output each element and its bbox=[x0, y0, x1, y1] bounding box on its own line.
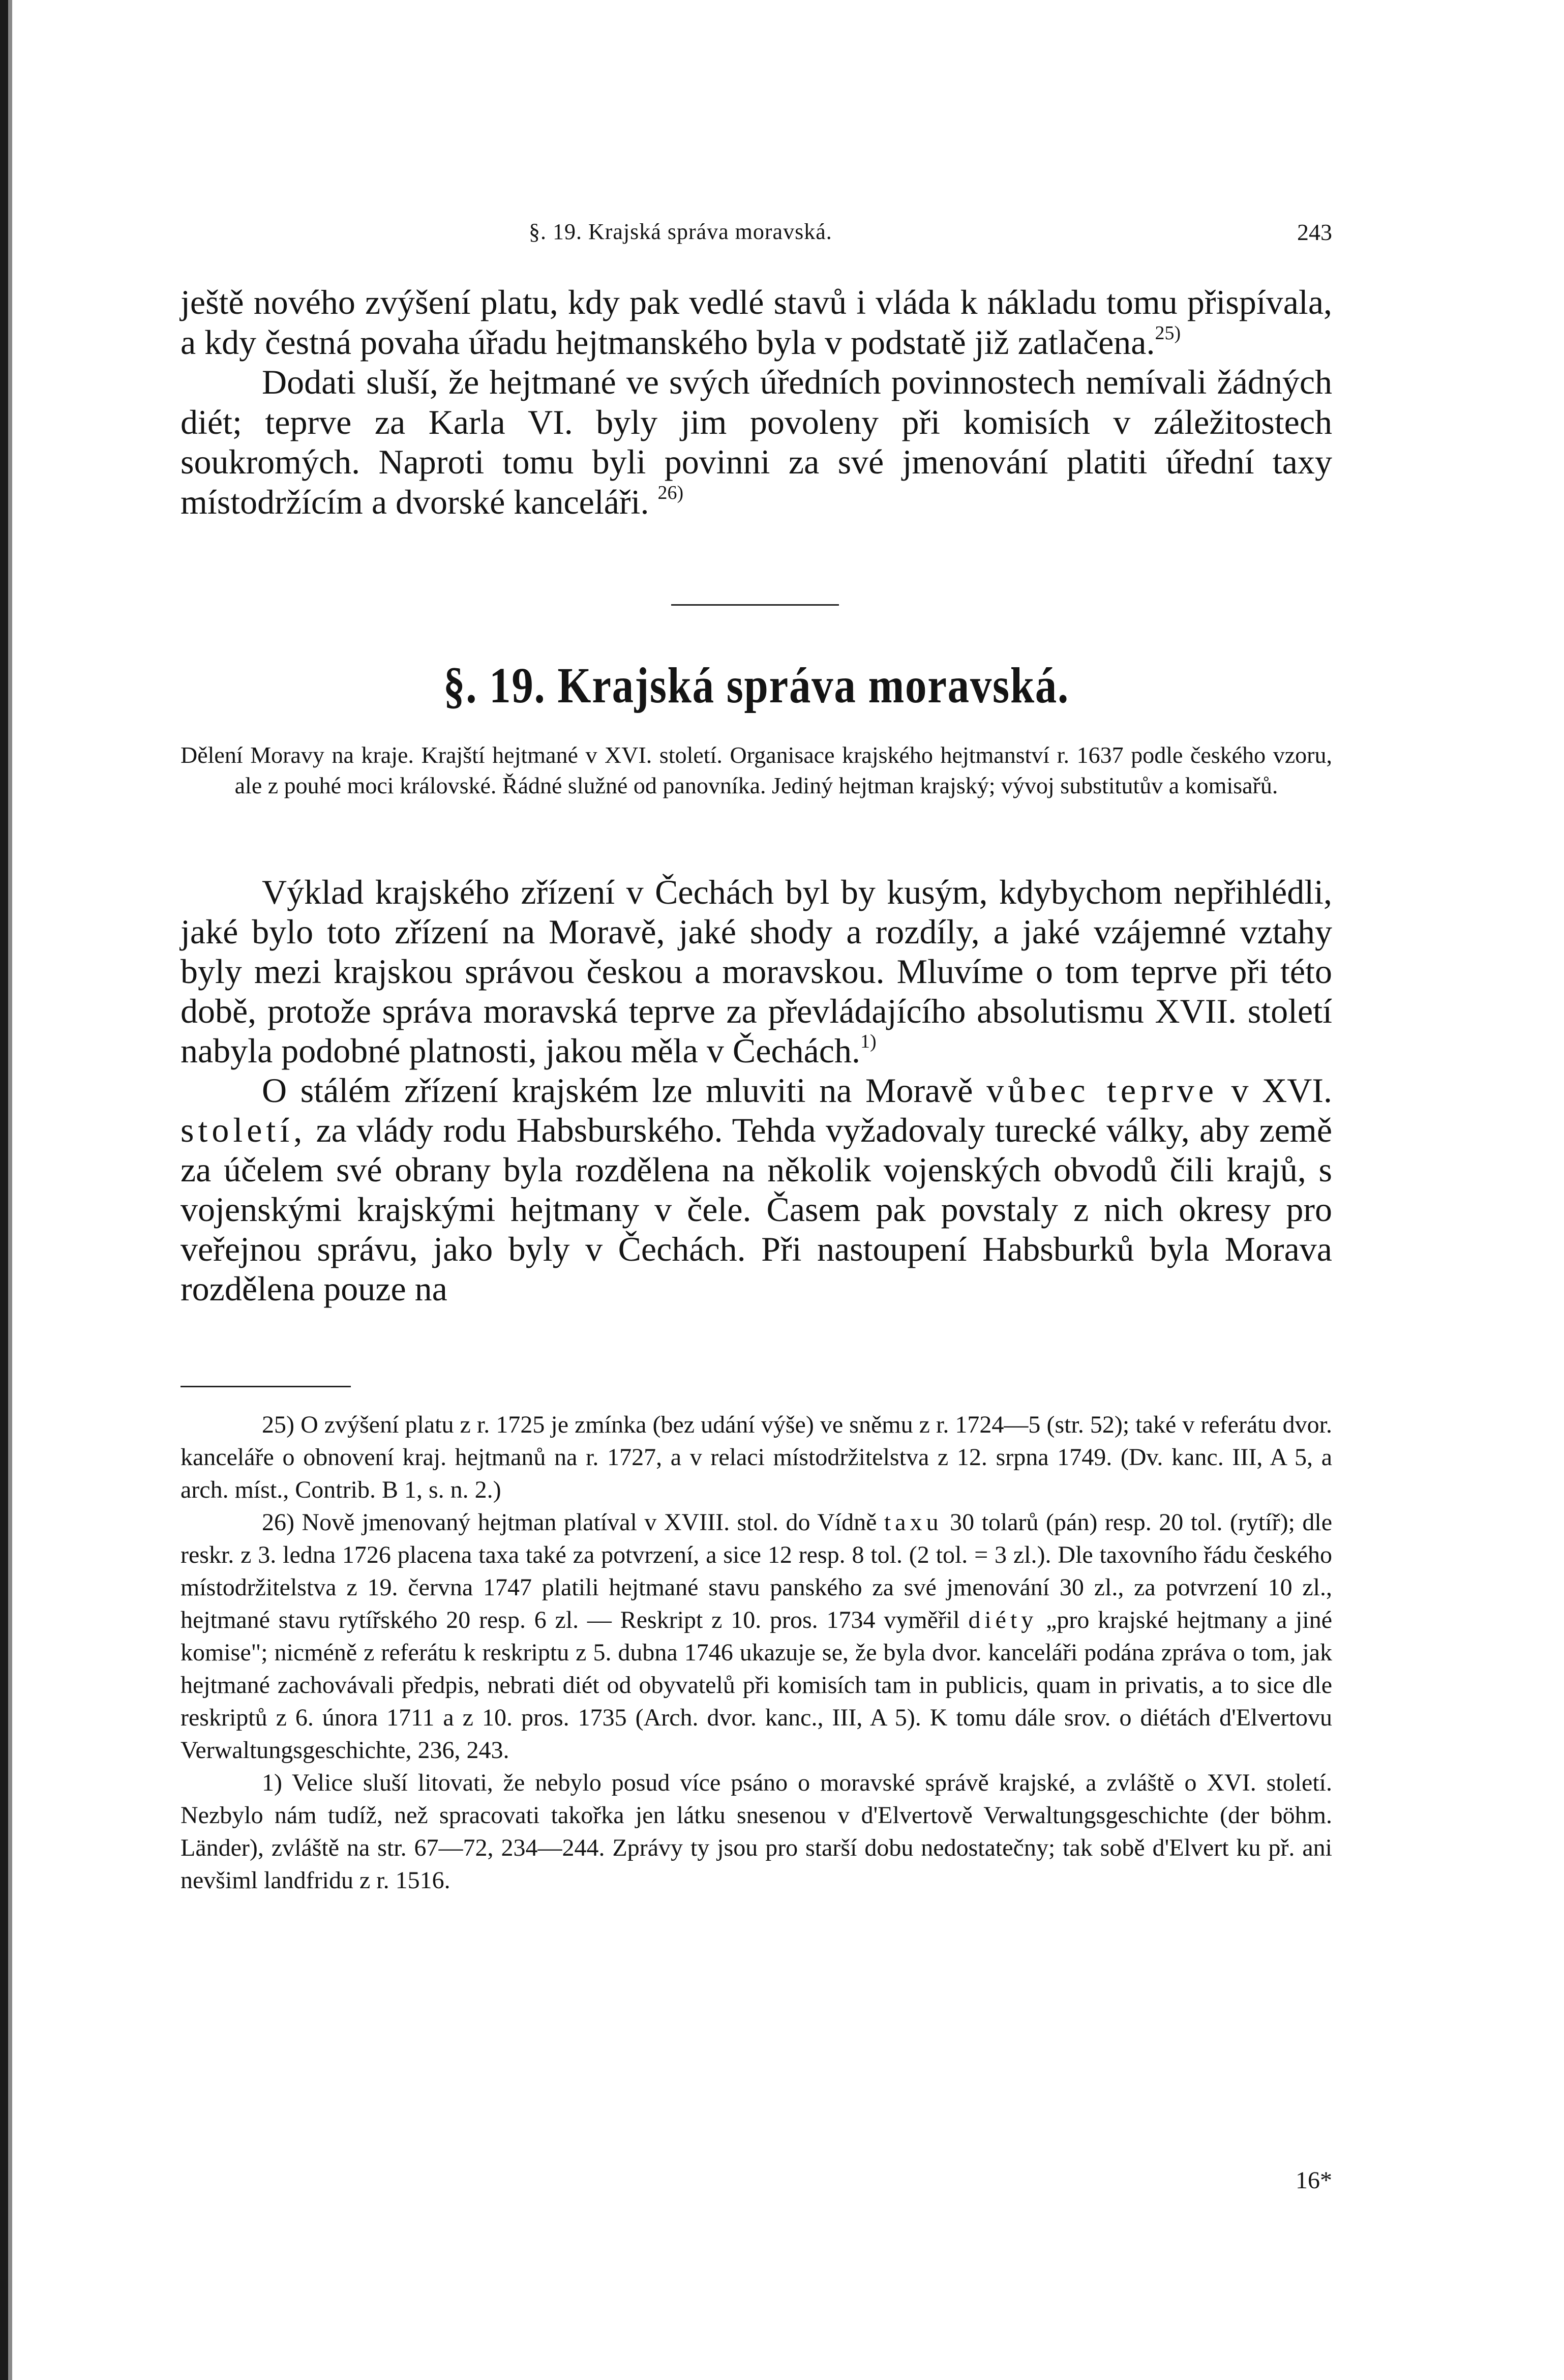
scan-binding-edge bbox=[0, 0, 8, 2380]
page-number: 243 bbox=[1297, 219, 1332, 245]
section-heading: §. 19. Krajská správa moravská. bbox=[443, 657, 1069, 713]
page-header bbox=[173, 219, 1332, 254]
body-text bbox=[181, 872, 1332, 1308]
signature-mark: 16* bbox=[1296, 2167, 1332, 2194]
intro-text bbox=[181, 282, 1332, 522]
section-summary: Dělení Moravy na kraje. Krajští hejtmané v XVI. století. Organisace krajského hejtmanství r. 1637 podle českého vzoru, ale z pouhé moci královské. Řádné služné od panovníka. Jediný hejtman krajský; vývoj substitutův a komisařů. bbox=[181, 742, 1332, 798]
emphasis-spaced: století, bbox=[181, 1111, 307, 1149]
footnote-ref-25: 25) bbox=[1155, 322, 1181, 344]
intro-paragraph-1: ještě nového zvýšení platu, kdy pak vedlé stavů i vláda k nákladu tomu přispívala, a kdy čestná povaha úřadu hejtmanského byla v podstatě již zatlačena.$^{25)}$ bbox=[181, 283, 1332, 362]
footnote-marker: 1) bbox=[262, 1769, 282, 1796]
footnote-ref-26: 26) bbox=[657, 482, 684, 503]
footnote-marker: 26) bbox=[262, 1509, 294, 1536]
scan-binding-shadow bbox=[8, 0, 12, 2380]
section-divider bbox=[671, 604, 839, 606]
emphasis-spaced: diéty bbox=[968, 1606, 1038, 1633]
footnote-1: 1) Velice sluší litovati, že nebylo posud více psáno o moravské správě krajské, a zvláště o XVI. století. Nezbylo nám tudíž, než spracovati takořka jen látku snesenou v d'Elvertově Verwaltungsgeschichte (der böhm. Länder), zvláště na str. 67—72, 234—244. Zprávy ty jsou pro starší dobu nedostatečny; tak sobě d'Elvert ku př. ani nevšiml landfridu z r. 1516. bbox=[181, 1769, 1332, 1894]
body-paragraph-1: Výklad krajského zřízení v Čechách byl by kusým, kdybychom nepřihlédli, jaké bylo toto zřízení na Moravě, jaké shody a rozdíly, a jaké vzájemné vztahy byly mezi krajskou správou českou a moravskou. Mluvíme o tom teprve při této době, protože správa moravská teprve za převládajícího absolutismu XVII. století nabyla podobné platnosti, jakou měla v Čechách.$^{1)}$ bbox=[181, 873, 1332, 1070]
footnote-divider bbox=[181, 1386, 351, 1387]
footnotes bbox=[181, 1409, 1332, 1897]
footnote-26: 26) Nově jmenovaný hejtman platíval v XVIII. stol. do Vídně taxu 30 tolarů (pán) resp. 20 tol. (rytíř); dle reskr. z 3. ledna 1726 placena taxa také za potvrzení, a sice 12 resp. 8 tol. (2 tol. = 3 zl.). Dle taxovního řádu českého místodržitelstva z 19. června 1747 platili hejtmané stavu panského za své jmenování 30 zl., za potvrzení 10 zl., hejtmané stavu rytířského 20 resp. 6 zl. — Reskript z 10. pros. 1734 vyměřil diéty „pro krajské hejtmany a jiné komise"; nicméně z referátu k reskriptu z 5. dubna 1746 ukazuje se, že byla dvor. kanceláři podána zpráva o tom, jak hejtmané zachovávali předpis, nebrati diét od obyvatelů při komisích tam in publicis, quam in privatis, a to sice dle reskriptů z 6. února 1711 a z 10. pros. 1735 (Arch. dvor. kanc., III, A 5). K tomu dále srov. o diétách d'Elvertovu Verwaltungsgeschichte, 236, 243. bbox=[181, 1509, 1333, 1764]
body-paragraph-2: O stálém zřízení krajském lze mluviti na Moravě vůbec teprve v XVI. století, za vlády rodu Habsburského. Tehda vyžadovaly turecké války, aby země za účelem své obrany byla rozdělena na několik vojenských obvodů čili krajů, s vojenskými krajskými hejtmany v čele. Časem pak povstaly z nich okresy pro veřejnou správu, jako byly v Čechách. Při nastoupení Habsburků byla Morava rozdělena pouze na bbox=[181, 1071, 1333, 1308]
footnote-25: 25) O zvýšení platu z r. 1725 je zmínka (bez udání výše) ve sněmu z r. 1724—5 (str. 52); také v referátu dvor. kanceláře o obnovení kraj. hejtmanů na r. 1727, a v relaci místodržitelstva z 12. srpna 1749. (Dv. kanc. III, A 5, a arch. míst., Contrib. B 1, s. n. 2.) bbox=[181, 1411, 1333, 1503]
footnote-ref-1: 1) bbox=[860, 1031, 877, 1052]
emphasis-spaced: vůbec teprve bbox=[986, 1071, 1218, 1110]
intro-paragraph-2: Dodati sluší, že hejtmané ve svých úředních povinnostech nemívali žádných diét; teprve za Karla VI. byly jim povoleny při komisích v záležitostech soukromých. Naproti tomu byli povinni za své jmenování platiti úřední taxy místodržícím a dvorské kanceláři. $^{26)}$ bbox=[181, 363, 1332, 521]
running-title: §. 19. Krajská správa moravská. bbox=[529, 219, 832, 244]
emphasis-spaced: taxu bbox=[884, 1509, 943, 1536]
footnote-marker: 25) bbox=[262, 1411, 294, 1438]
